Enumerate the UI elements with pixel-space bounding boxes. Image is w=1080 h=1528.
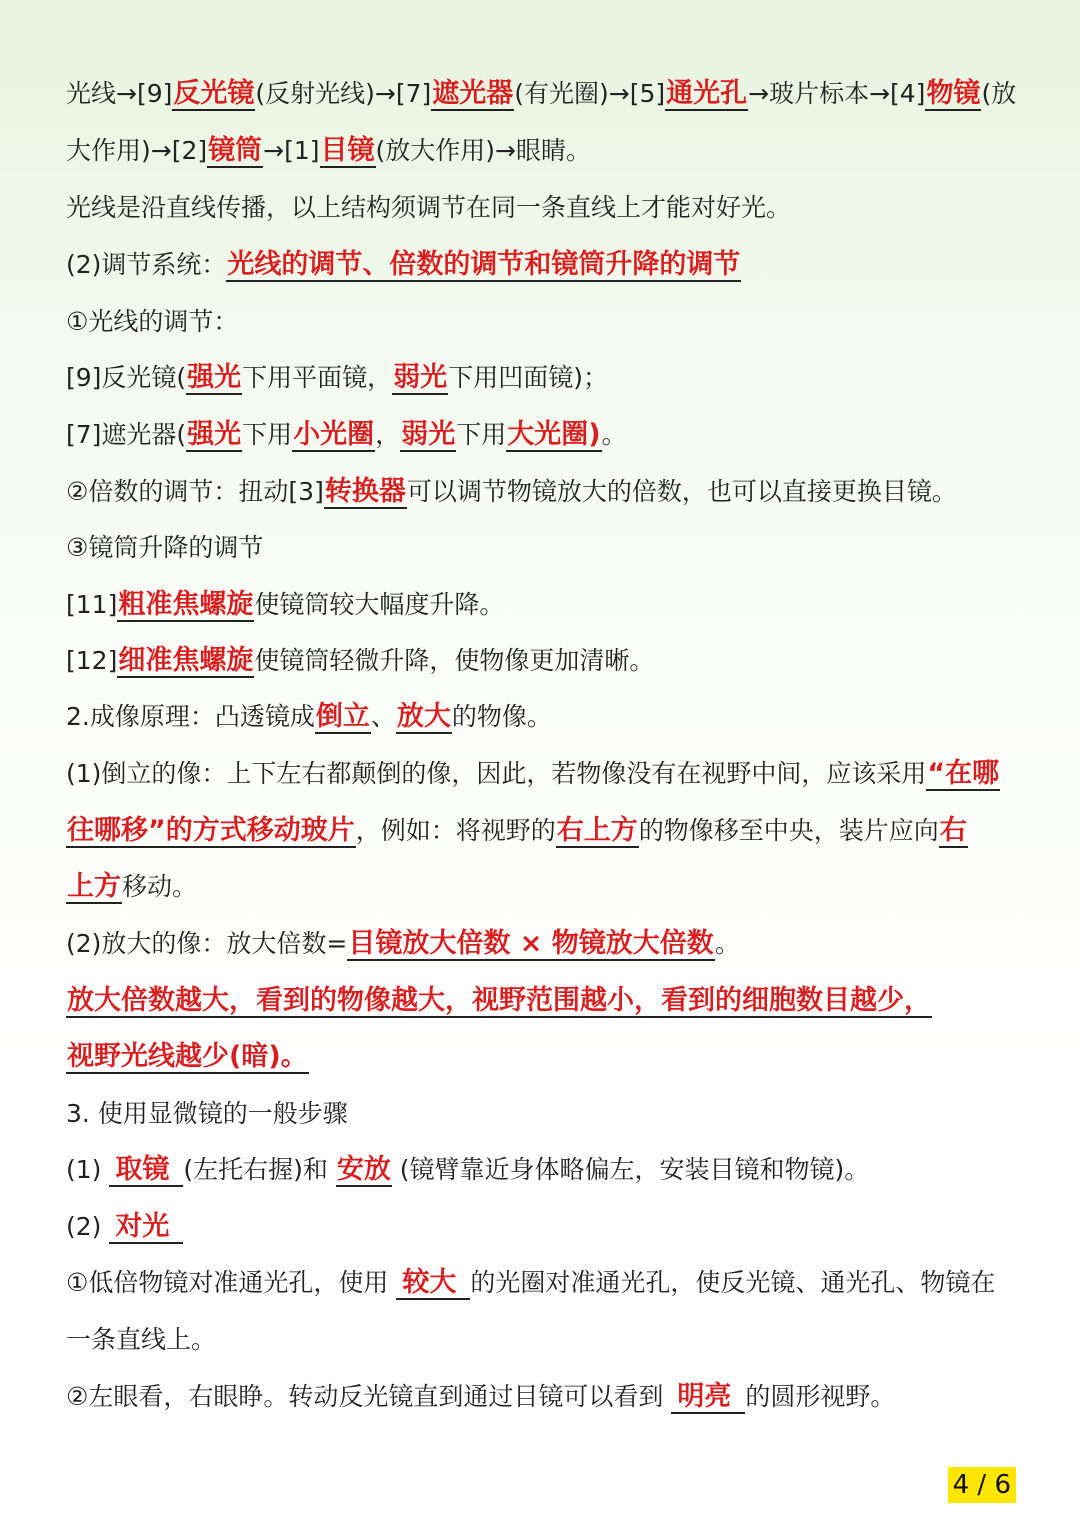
answer-blank: 遮光器 (432, 78, 514, 109)
text-segment: 大作用)→[2] (66, 136, 208, 165)
text-segment: (1)倒立的像：上下左右都颠倒的像，因此，若物像没有在视野中间，应该采用 (66, 759, 927, 788)
text-segment: ①低倍物镜对准通光孔，使用 (66, 1268, 397, 1297)
text-segment: (1) (66, 1155, 110, 1184)
text-segment: (放 (981, 79, 1017, 108)
answer-blank: 放大 (396, 701, 451, 732)
text-line (66, 981, 1018, 1021)
answer-blank: 大光圈) (507, 419, 601, 450)
text-segment: ②左眼看，右眼睁。转动反光镜直到通过目镜可以看到 (66, 1382, 672, 1411)
text-segment: ③镜筒升降的调节 (66, 533, 264, 562)
text-segment: 一条直线上。 (66, 1325, 217, 1354)
answer-blank: 粗准焦螺旋 (118, 589, 254, 620)
text-segment: 的物像移至中央，装片应向 (638, 816, 939, 845)
text-line (66, 74, 1018, 114)
text-segment: 2.成像原理：凸透镜成 (66, 702, 315, 731)
text-segment: (左托右握)和 (183, 1155, 336, 1184)
text-segment: ， (375, 420, 401, 449)
text-segment: 使镜筒轻微升降，使物像更加清晰。 (254, 646, 655, 675)
text-segment: 可以调节物镜放大的倍数，也可以直接更换目镜。 (406, 477, 957, 506)
text-line (66, 811, 1018, 851)
text-line (66, 754, 1018, 794)
text-line (66, 697, 1018, 737)
text-segment: (镜臂靠近身体略偏左，安装目镜和物镜)。 (391, 1155, 870, 1184)
text-line (66, 528, 1018, 568)
text-line (66, 302, 1018, 342)
text-segment: 下用平面镜， (242, 363, 393, 392)
page-number: 4 / 6 (948, 1467, 1016, 1503)
text-line (66, 641, 1018, 681)
text-segment: (2) (66, 1212, 110, 1241)
answer-blank: 通光孔 (666, 78, 748, 109)
text-line (66, 131, 1018, 171)
answer-blank: 取镜 (109, 1154, 183, 1187)
answer-blank: 转换器 (324, 476, 406, 507)
text-segment: 下用 (242, 420, 293, 449)
answer-blank: 反光镜 (173, 78, 255, 109)
answer-blank: 往哪移”的方式移动玻片 (67, 815, 355, 846)
answer-blank: 倒立 (315, 701, 370, 732)
text-segment: →[1] (263, 136, 320, 165)
answer-blank: 强光 (187, 362, 242, 393)
text-segment: ①光线的调节： (66, 307, 239, 336)
answer-blank: 对光 (109, 1211, 183, 1244)
text-segment: 移动。 (122, 872, 198, 901)
answer-blank: 目镜放大倍数 × 物镜放大倍数 (348, 928, 714, 959)
answer-blank: 细准焦螺旋 (118, 645, 254, 676)
text-segment: [12] (66, 646, 118, 675)
answer-blank: “在哪 (927, 758, 1000, 789)
text-segment: 光线是沿直线传播，以上结构须调节在同一条直线上才能对好光。 (66, 193, 792, 222)
answer-blank: 物镜 (926, 78, 981, 109)
answer-blank: 上方 (67, 871, 121, 902)
text-line (66, 1377, 1018, 1417)
answer-blank: 放大倍数越大，看到的物像越大，视野范围越小，看到的细胞数目越少， (67, 985, 931, 1016)
text-segment: 的圆形视野。 (745, 1382, 896, 1411)
text-line (66, 472, 1018, 512)
text-segment: 下用 (456, 420, 507, 449)
text-segment: 。 (714, 929, 740, 958)
text-line (66, 245, 1018, 285)
answer-blank: 较大 (396, 1267, 470, 1300)
answer-blank: 光线的调节、倍数的调节和镜筒升降的调节 (227, 249, 741, 280)
text-segment: 3. 使用显微镜的一般步骤 (66, 1099, 348, 1128)
answer-blank: 目镜 (320, 135, 375, 166)
text-line (66, 1037, 1018, 1077)
text-segment: [7]遮光器( (66, 420, 187, 449)
answer-blank: 强光 (187, 419, 242, 450)
text-segment: (反射光线)→[7] (255, 79, 432, 108)
text-line (66, 924, 1018, 964)
text-segment: 、 (370, 702, 396, 731)
answer-blank: 小光圈 (293, 419, 375, 450)
text-line (66, 1320, 1018, 1360)
text-segment: ，例如：将视野的 (355, 816, 556, 845)
text-segment: (有光圈)→[5] (514, 79, 666, 108)
text-segment: [11] (66, 590, 118, 619)
text-line (66, 585, 1018, 625)
text-line (66, 1263, 1018, 1303)
text-segment: (2)调节系统： (66, 250, 227, 279)
answer-blank: 镜筒 (208, 135, 263, 166)
answer-blank: 右上方 (556, 815, 638, 846)
text-line (66, 358, 1018, 398)
text-segment: [9]反光镜( (66, 363, 187, 392)
text-line (66, 415, 1018, 455)
text-segment: 。 (601, 420, 627, 449)
text-line (66, 867, 1018, 907)
answer-blank: 右 (939, 815, 967, 846)
text-line (66, 1207, 1018, 1247)
text-segment: (2)放大的像：放大倍数= (66, 929, 348, 958)
text-line (66, 1150, 1018, 1190)
answer-blank: 明亮 (671, 1381, 745, 1414)
text-segment: 的光圈对准通光孔，使反光镜、通光孔、物镜在 (470, 1268, 996, 1297)
answer-blank: 弱光 (401, 419, 456, 450)
text-segment: ②倍数的调节：扭动[3] (66, 477, 324, 506)
text-line (66, 188, 1018, 228)
answer-blank: 弱光 (393, 362, 448, 393)
text-line (66, 1094, 1018, 1134)
text-segment: 的物像。 (451, 702, 552, 731)
text-segment: 光线→[9] (66, 79, 173, 108)
text-segment: (放大作用)→眼睛。 (375, 136, 591, 165)
text-segment: 下用凹面镜)； (448, 363, 608, 392)
answer-blank: 视野光线越少(暗)。 (67, 1041, 308, 1072)
answer-blank: 安放 (336, 1154, 391, 1185)
text-segment: →玻片标本→[4] (748, 79, 926, 108)
text-segment: 使镜筒较大幅度升降。 (254, 590, 505, 619)
